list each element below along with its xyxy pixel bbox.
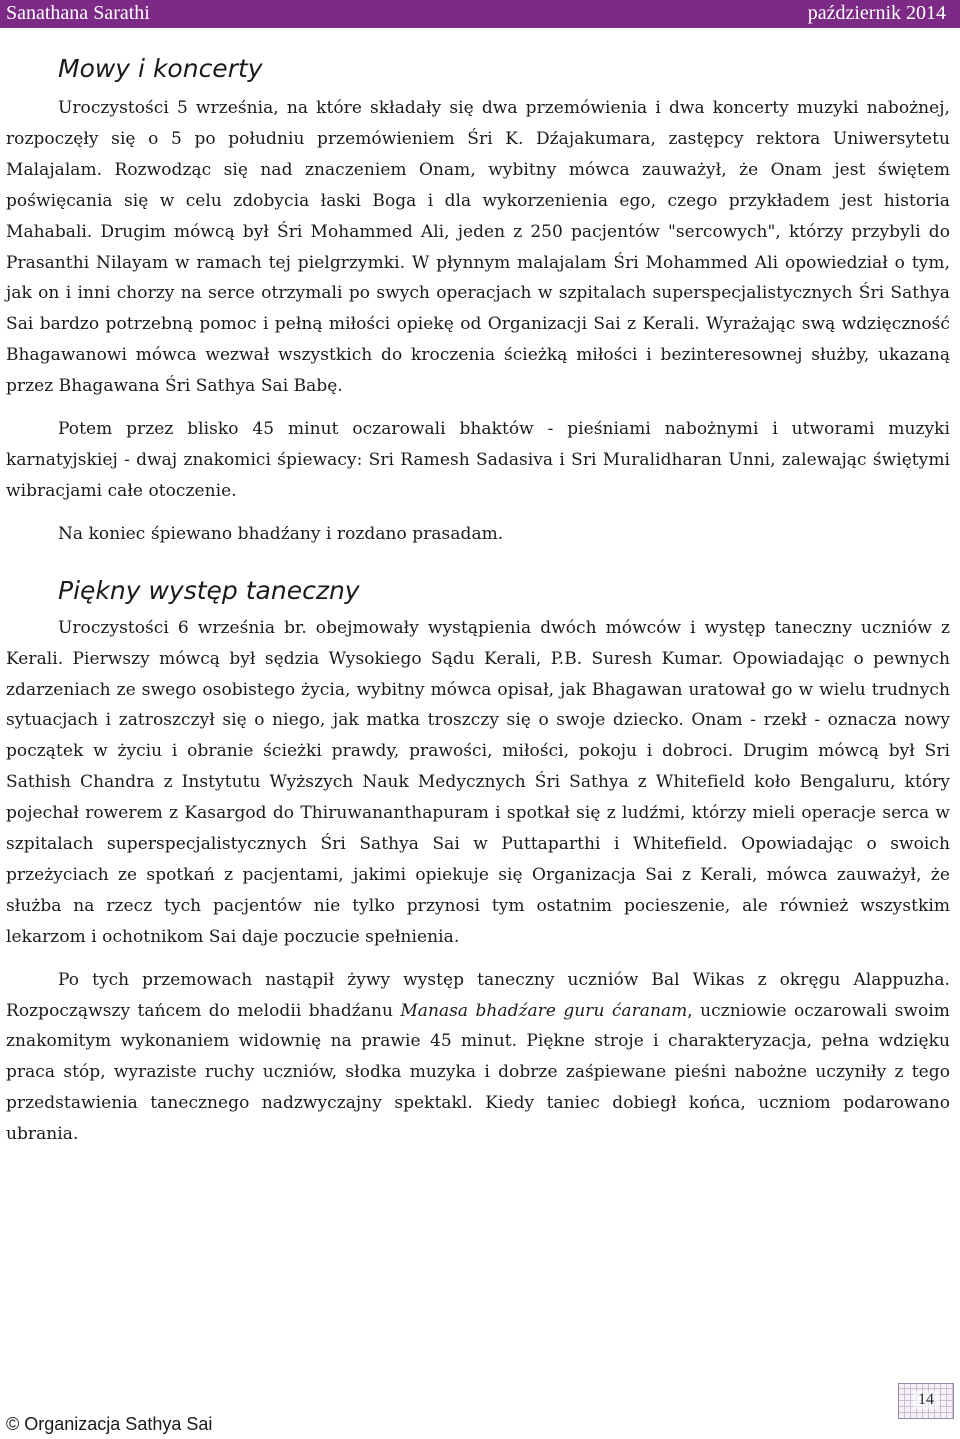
section-title-talks-concerts: Mowy i koncerty xyxy=(58,54,263,83)
magazine-title: Sanathana Sarathi xyxy=(6,2,150,24)
section-title-dance: Piękny występ taneczny xyxy=(58,575,360,605)
paragraph: Potem przez blisko 45 minut oczarowali bhaktów - pieśniami nabożnymi i utworami muzyki karnatyjskiej - dwaj znakomici śpiewacy: Sri Ramesh Sadasiva i Sri Muralidharan Unni, zalewając świętymi wibracjami całe otoczenie. xyxy=(6,419,950,501)
bhajan-title: Manasa bhadźare guru ćaranam xyxy=(400,1000,688,1021)
article-body xyxy=(6,54,950,1150)
issue-date: październik 2014 xyxy=(807,2,946,24)
paragraph: Na koniec śpiewano bhadźany i rozdano prasadam. xyxy=(58,523,504,544)
paragraph: Uroczystości 6 września br. obejmowały wystąpienia dwóch mówców i występ taneczny uczniów z Kerali. Pierwszy mówcą był sędzia Wysokiego Sądu Kerali, P.B. Suresh Kumar. Opowiadając o pewnych zdarzeniach ze swego osobistego życia, wybitny mówca opisał, jak Bhagawan uratował go w wielu trudnych sytuacjach i zatroszczył się o niego, jak matka troszczy się o swoje dziecko. Onam - rzekł - oznacza nowy początek w życiu i obranie ścieżki prawdy, prawości, miłości, pokoju i dobroci. Drugim mówcą był Sri Sathish Chandra z Instytutu Wyższych Nauk Medycznych Śri Sathya z Whitefield koło Bengaluru, który pojechał rowerem z Kasargod do Thiruwananthapuram i spotkał się z ludźmi, którzy mieli operacje serca w szpitalach superspecjalistycznych Śri Sathya Sai w Puttaparthi i Whitefield. Opowiadając o swoich przeżyciach ze spotkań z pacjentami, jakimi opiekuje się Organizacja Sai z Kerali, mówca zauważył, że służba na rzecz tych pacjentów nie tylko przynosi tym ostatnim pocieszenie, ale również wszystkim lekarzom i ochotnikom Sai daje poczucie spełnienia. xyxy=(6,617,950,947)
paragraph: Uroczystości 5 września, na które składały się dwa przemówienia i dwa koncerty muzyki nabożnej, rozpoczęły się o 5 po południu przemówieniem Śri K. Dźajakumara, zastępcy rektora Uniwersytetu Malajalam. Rozwodząc się nad znaczeniem Onam, wybitny mówca zauważył, że Onam jest świętem poświęcania się w celu zdobycia łaski Boga i dla wykorzenienia ego, czego przykładem jest historia Mahabali. Drugim mówcą był Śri Mohammed Ali, jeden z 250 pacjentów "sercowych", którzy przybyli do Prasanthi Nilayam w ramach tej pielgrzymki. W płynnym malajalam Śri Mohammed Ali opowiedział o tym, jak on i inni chorzy na serce otrzymali po swych operacjach w szpitalach superspecjalistycznych Śri Sathya Sai bardzo potrzebną pomoc i pełną miłości opiekę od Organizacji Sai z Kerali. Wyrażając swą wdzięczność Bhagawanowi mówca wezwał wszystkich do kroczenia ścieżką miłości i bezinteresownej służby, ukazaną przez Bhagawana Śri Sathya Sai Babę. xyxy=(6,98,950,397)
page-number: 14 xyxy=(913,1391,939,1409)
running-header xyxy=(0,0,960,28)
paragraph-text: Po tych przemowach nastąpił żywy występ taneczny uczniów Bal Wikas z okręgu Alappuzha. Rozpocząwszy tańcem do melodii bhadźanu xyxy=(6,969,950,1021)
paragraph-text: , uczniowie oczarowali swoim znakomitym wykonaniem widownię na prawie 45 minut. Piękne stroje i charakteryzacja, pełna wdzięku praca stóp, wyraziste ruchy uczniów, słodka muzyka i dobrze zaśpiewane pieśni nabożne uczyniły z tego przedstawienia tanecznego nadzwyczajny spektakl. Kiedy taniec dobiegł końca, uczniom podarowano ubrania. xyxy=(6,1000,950,1145)
footer-copyright: © Organizacja Sathya Sai xyxy=(6,1414,213,1434)
paragraph xyxy=(6,965,950,1150)
page-number-badge xyxy=(898,1383,954,1419)
